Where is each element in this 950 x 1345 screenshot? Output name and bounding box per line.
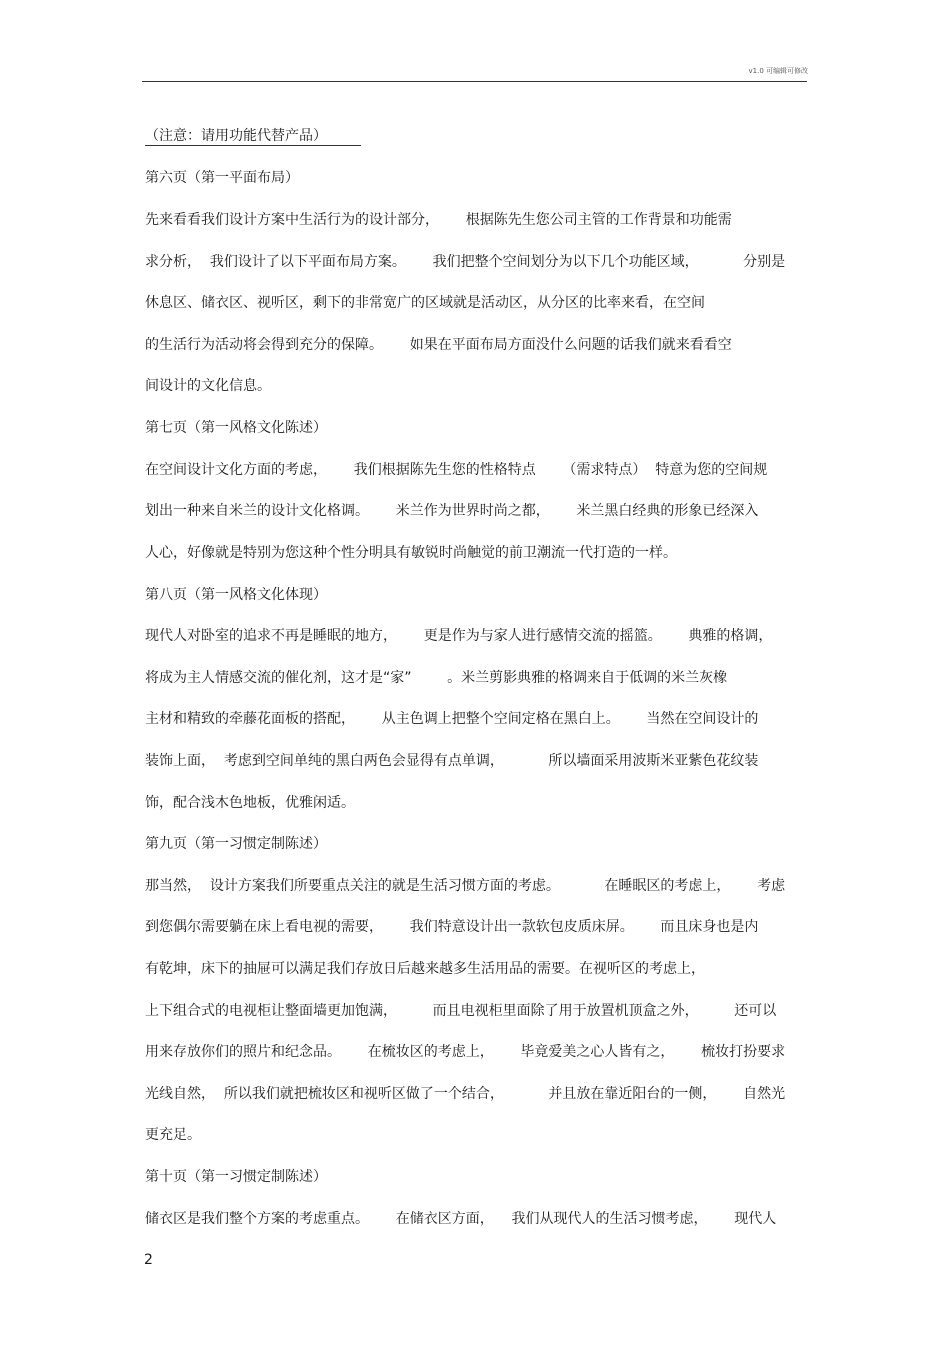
body-line: 到您偶尔需要躺在床上看电视的需要， 我们特意设计出一款软包皮质床屏。 而且床身也是内 xyxy=(145,919,759,935)
body-line: 更充足。 xyxy=(145,1127,201,1143)
section-heading-page9: 第九页（第一习惯定制陈述） xyxy=(145,836,327,852)
page-number: 2 xyxy=(144,1252,153,1268)
body-line: 先来看看我们设计方案中生活行为的设计部分， 根据陈先生您公司主管的工作背景和功能需 xyxy=(145,212,732,228)
section-heading-page6: 第六页（第一平面布局） xyxy=(145,170,299,186)
note-text: （注意：请用功能代替产品） xyxy=(145,128,327,144)
body-line: 饰，配合浅木色地板，优雅闲适。 xyxy=(145,795,355,811)
note-underline xyxy=(145,145,361,146)
body-line: 间设计的文化信息。 xyxy=(145,378,271,394)
body-line: 上下组合式的电视柜让整面墙更加饱满， 而且电视柜里面除了用于放置机顶盒之外， 还可以 xyxy=(145,1003,777,1019)
body-line: 装饰上面， 考虑到空间单纯的黑白两色会显得有点单调， 所以墙面采用波斯米亚紫色花纹装 xyxy=(145,753,759,769)
header-version-text: v1.0 可编辑可修改 xyxy=(748,67,808,75)
body-line: 光线自然， 所以我们就把梳妆区和视听区做了一个结合， 并且放在靠近阳台的一侧， 自然光 xyxy=(145,1086,786,1102)
body-line: 有乾坤，床下的抽屉可以满足我们存放日后越来越多生活用品的需要。在视听区的考虑上， xyxy=(145,961,705,977)
body-line: 将成为主人情感交流的催化剂，这才是“家” 。米兰剪影典雅的格调来自于低调的米兰灰橡 xyxy=(145,670,728,686)
body-line: 人心，好像就是特别为您这种个性分明具有敏锐时尚触觉的前卫潮流一代打造的一样。 xyxy=(145,545,677,561)
section-heading-page7: 第七页（第一风格文化陈述） xyxy=(145,420,327,436)
section-heading-page10: 第十页（第一习惯定制陈述） xyxy=(145,1169,327,1185)
body-line: 现代人对卧室的追求不再是睡眠的地方， 更是作为与家人进行感情交流的摇篮。 典雅的格调， xyxy=(145,628,773,644)
body-line: 在空间设计文化方面的考虑， 我们根据陈先生您的性格特点 （需求特点） 特意为您的空间规 xyxy=(145,462,768,478)
body-line: 主材和精致的牵藤花面板的搭配， 从主色调上把整个空间定格在黑白上。 当然在空间设计的 xyxy=(145,711,759,727)
body-line: 的生活行为活动将会得到充分的保障。 如果在平面布局方面没什么问题的话我们就来看看空 xyxy=(145,337,732,353)
body-line: 休息区、储衣区、视听区，剩下的非常宽广的区域就是活动区，从分区的比率来看，在空间 xyxy=(145,295,705,311)
body-line: 储衣区是我们整个方案的考虑重点。 在储衣区方面， 我们从现代人的生活习惯考虑， 现代人 xyxy=(145,1211,777,1227)
body-line: 求分析， 我们设计了以下平面布局方案。 我们把整个空间划分为以下几个功能区域， 分别是 xyxy=(145,254,786,270)
body-line: 用来存放你们的照片和纪念品。 在梳妆区的考虑上， 毕竟爱美之心人皆有之， 梳妆打扮要求 xyxy=(145,1044,786,1060)
header-rule xyxy=(142,81,807,82)
body-line: 那当然， 设计方案我们所要重点关注的就是生活习惯方面的考虑。 在睡眠区的考虑上， 考虑 xyxy=(145,878,786,894)
section-heading-page8: 第八页（第一风格文化体现） xyxy=(145,587,327,603)
body-line: 划出一种来自米兰的设计文化格调。 米兰作为世界时尚之都， 米兰黑白经典的形象已经深入 xyxy=(145,503,759,519)
